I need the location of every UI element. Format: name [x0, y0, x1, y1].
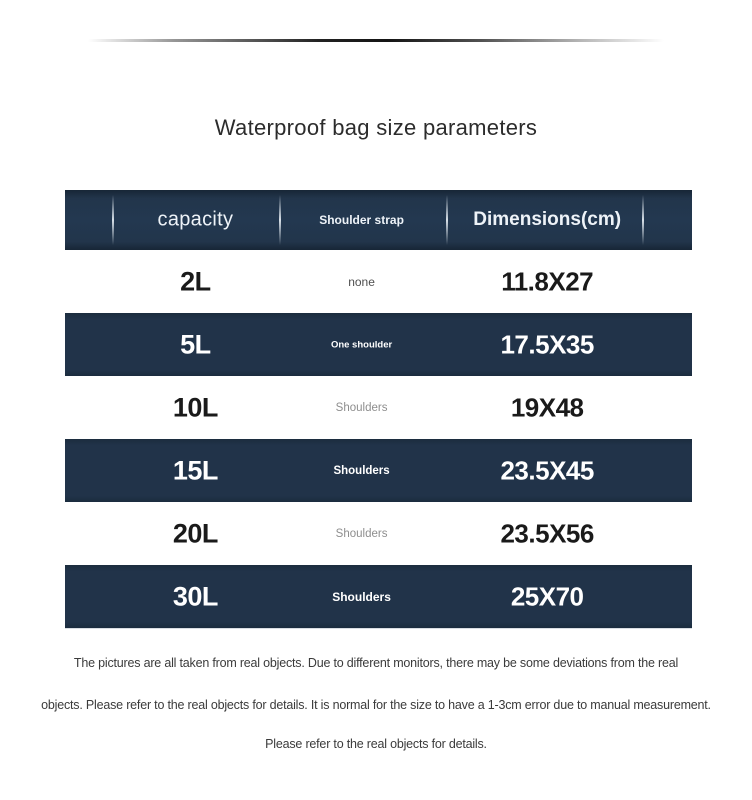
- dimensions-cell: 19X48: [510, 392, 584, 422]
- capacity-cell: 15L: [172, 455, 218, 485]
- header-divider: [642, 195, 644, 244]
- header-shoulder-strap: Shoulder strap: [319, 213, 404, 227]
- dimensions-cell: 23.5X56: [500, 518, 594, 548]
- capacity-cell: 10L: [172, 392, 218, 422]
- table-row: [65, 376, 692, 439]
- table-row: [65, 502, 692, 565]
- table-header-row: [65, 190, 692, 250]
- header-divider: [112, 195, 114, 244]
- dimensions-cell: 11.8X27: [501, 266, 594, 296]
- strap-cell: Shoulders: [332, 589, 391, 604]
- header-capacity: capacity: [157, 208, 234, 231]
- disclaimer-line: Please refer to the real objects for details.: [265, 737, 487, 751]
- strap-cell: One shoulder: [330, 339, 393, 350]
- capacity-cell: 20L: [172, 518, 218, 548]
- strap-cell: none: [348, 274, 375, 289]
- strap-cell: Shoulders: [335, 401, 388, 414]
- table-row: [65, 250, 692, 313]
- size-table: [65, 190, 692, 628]
- capacity-cell: 5L: [180, 329, 211, 359]
- disclaimer-line: The pictures are all taken from real objects. Due to different monitors, there may be some deviations from the real: [73, 656, 679, 670]
- page-title: Waterproof bag size parameters: [214, 115, 538, 140]
- header-dimensions: Dimensions(cm): [473, 209, 622, 230]
- capacity-cell: 30L: [172, 581, 218, 611]
- top-divider-rule: [88, 39, 664, 42]
- dimensions-cell: 25X70: [510, 581, 584, 611]
- dimensions-cell: 17.5X35: [500, 329, 594, 359]
- table-row: [65, 439, 692, 502]
- dimensions-cell: 23.5X45: [500, 455, 594, 485]
- strap-cell: Shoulders: [335, 527, 388, 540]
- table-row: [65, 565, 692, 628]
- header-divider: [279, 195, 281, 244]
- header-divider: [446, 195, 448, 244]
- disclaimer-line: objects. Please refer to the real objects for details. It is normal for the size to have a 1-3cm error due to manual measurement.: [41, 698, 711, 712]
- capacity-cell: 2L: [180, 266, 211, 296]
- strap-cell: Shoulders: [333, 464, 390, 477]
- table-row: [65, 313, 692, 376]
